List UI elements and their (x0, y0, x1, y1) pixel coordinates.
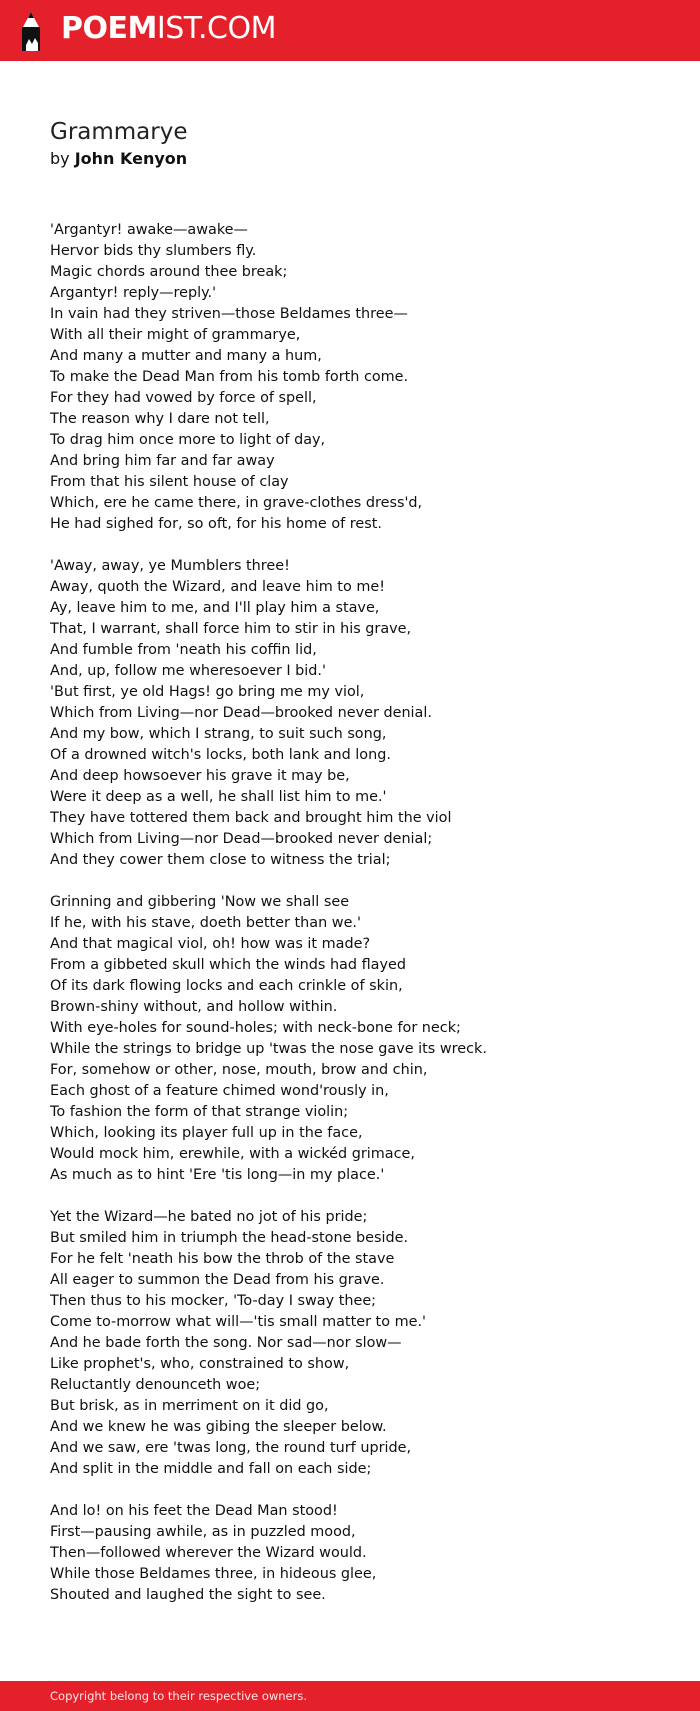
poem-line: Would mock him, erewhile, with a wickéd grimace, (50, 1146, 415, 1162)
poem-line: Magic chords around thee break; (50, 264, 288, 280)
poem-line: 'But first, ye old Hags! go bring me my viol, (50, 684, 365, 700)
poem-line: That, I warrant, shall force him to stir in his grave, (50, 621, 412, 637)
poem-line: Yet the Wizard—he bated no jot of his pride; (50, 1209, 368, 1225)
poem-line: With all their might of grammarye, (50, 327, 301, 343)
poem-line: Argantyr! reply—reply.' (50, 285, 217, 301)
poem-stanza (50, 892, 487, 1186)
poem-line: And fumble from 'neath his coffin lid, (50, 642, 317, 658)
author-name[interactable]: John Kenyon (74, 149, 188, 168)
poem-line: Which from Living—nor Dead—brooked never denial; (50, 831, 433, 847)
poem-line: For, somehow or other, nose, mouth, brow and chin, (50, 1062, 428, 1078)
poem-line: First—pausing awhile, as in puzzled mood, (50, 1524, 356, 1540)
byline (50, 148, 187, 169)
poem-line: Of its dark flowing locks and each crinkle of skin, (50, 978, 403, 994)
poem-line: For they had vowed by force of spell, (50, 390, 317, 406)
poem-line: Like prophet's, who, constrained to show, (50, 1356, 350, 1372)
poem-line: Brown-shiny without, and hollow within. (50, 999, 338, 1015)
poem-line: As much as to hint 'Ere 'tis long—in my place.' (50, 1167, 385, 1183)
poem-line: Each ghost of a feature chimed wond'rously in, (50, 1083, 389, 1099)
poem-line: Which, looking its player full up in the face, (50, 1125, 363, 1141)
poem-line: All eager to summon the Dead from his grave. (50, 1272, 385, 1288)
poem-line: 'Argantyr! awake—awake— (50, 222, 248, 238)
poem-line: But brisk, as in merriment on it did go, (50, 1398, 329, 1414)
poem-line: While those Beldames three, in hideous glee, (50, 1566, 377, 1582)
poem-line: They have tottered them back and brought him the viol (50, 810, 452, 826)
poem-line: And split in the middle and fall on each side; (50, 1461, 372, 1477)
poem-line: Grinning and gibbering 'Now we shall see (50, 894, 350, 910)
poem-line: If he, with his stave, doeth better than we.' (50, 915, 361, 931)
poem-line: Ay, leave him to me, and I'll play him a stave, (50, 600, 380, 616)
pencil-logo-icon[interactable] (18, 10, 44, 52)
poem-line: And bring him far and far away (50, 453, 275, 469)
poem-line: Which from Living—nor Dead—brooked never denial. (50, 705, 432, 721)
site-footer (0, 1681, 700, 1711)
poem-stanza (50, 1207, 487, 1480)
poem-title: Grammarye (50, 119, 188, 145)
poem-line: And they cower them close to witness the trial; (50, 852, 391, 868)
poem-line: And we knew he was gibing the sleeper below. (50, 1419, 387, 1435)
poem-line: Then—followed wherever the Wizard would. (50, 1545, 367, 1561)
poem-line: And, up, follow me wheresoever I bid.' (50, 663, 326, 679)
site-header (0, 0, 700, 61)
poem-line: The reason why I dare not tell, (50, 411, 270, 427)
poem-line: And deep howsoever his grave it may be, (50, 768, 350, 784)
poem-line: To fashion the form of that strange violin; (50, 1104, 349, 1120)
poem-line: To drag him once more to light of day, (50, 432, 326, 448)
poem-line: To make the Dead Man from his tomb forth come. (50, 369, 409, 385)
by-label: by (50, 149, 70, 168)
site-logo[interactable] (61, 9, 276, 49)
poem-line: Of a drowned witch's locks, both lank and long. (50, 747, 391, 763)
poem-line: And we saw, ere 'twas long, the round turf upride, (50, 1440, 412, 1456)
poem-line: 'Away, away, ye Mumblers three! (50, 558, 290, 574)
poem-stanza (50, 1501, 487, 1606)
poem-line: For he felt 'neath his bow the throb of the stave (50, 1251, 395, 1267)
logo-bold-text: POEM (61, 11, 157, 46)
poem-line: Which, ere he came there, in grave-clothes dress'd, (50, 495, 423, 511)
logo-light-text: IST.COM (156, 11, 276, 46)
poem-line: Then thus to his mocker, 'To-day I sway thee; (50, 1293, 377, 1309)
poem-line: And he bade forth the song. Nor sad—nor slow— (50, 1335, 402, 1351)
poem-line: Away, quoth the Wizard, and leave him to me! (50, 579, 385, 595)
poem-line: And that magical viol, oh! how was it made? (50, 936, 371, 952)
poem-line: Were it deep as a well, he shall list him to me.' (50, 789, 387, 805)
poem-line: And my bow, which I strang, to suit such song, (50, 726, 387, 742)
poem-line: Shouted and laughed the sight to see. (50, 1587, 326, 1603)
poem-line: While the strings to bridge up 'twas the nose gave its wreck. (50, 1041, 487, 1057)
poem-line: Hervor bids thy slumbers fly. (50, 243, 257, 259)
poem-line: He had sighed for, so oft, for his home of rest. (50, 516, 382, 532)
poem-line: Reluctantly denounceth woe; (50, 1377, 261, 1393)
poem-line: In vain had they striven—those Beldames three— (50, 306, 408, 322)
copyright-text: Copyright belong to their respective owners. (50, 1689, 308, 1703)
poem-stanza (50, 556, 487, 871)
poem-line: And lo! on his feet the Dead Man stood! (50, 1503, 338, 1519)
poem-line: With eye-holes for sound-holes; with neck-bone for neck; (50, 1020, 461, 1036)
poem-line: But smiled him in triumph the head-stone beside. (50, 1230, 409, 1246)
poem-line: From that his silent house of clay (50, 474, 289, 490)
poem-line: From a gibbeted skull which the winds had flayed (50, 957, 406, 973)
poem-stanza (50, 220, 487, 535)
poem-line: And many a mutter and many a hum, (50, 348, 322, 364)
poem-body (50, 220, 487, 1627)
poem-line: Come to-morrow what will—'tis small matter to me.' (50, 1314, 426, 1330)
